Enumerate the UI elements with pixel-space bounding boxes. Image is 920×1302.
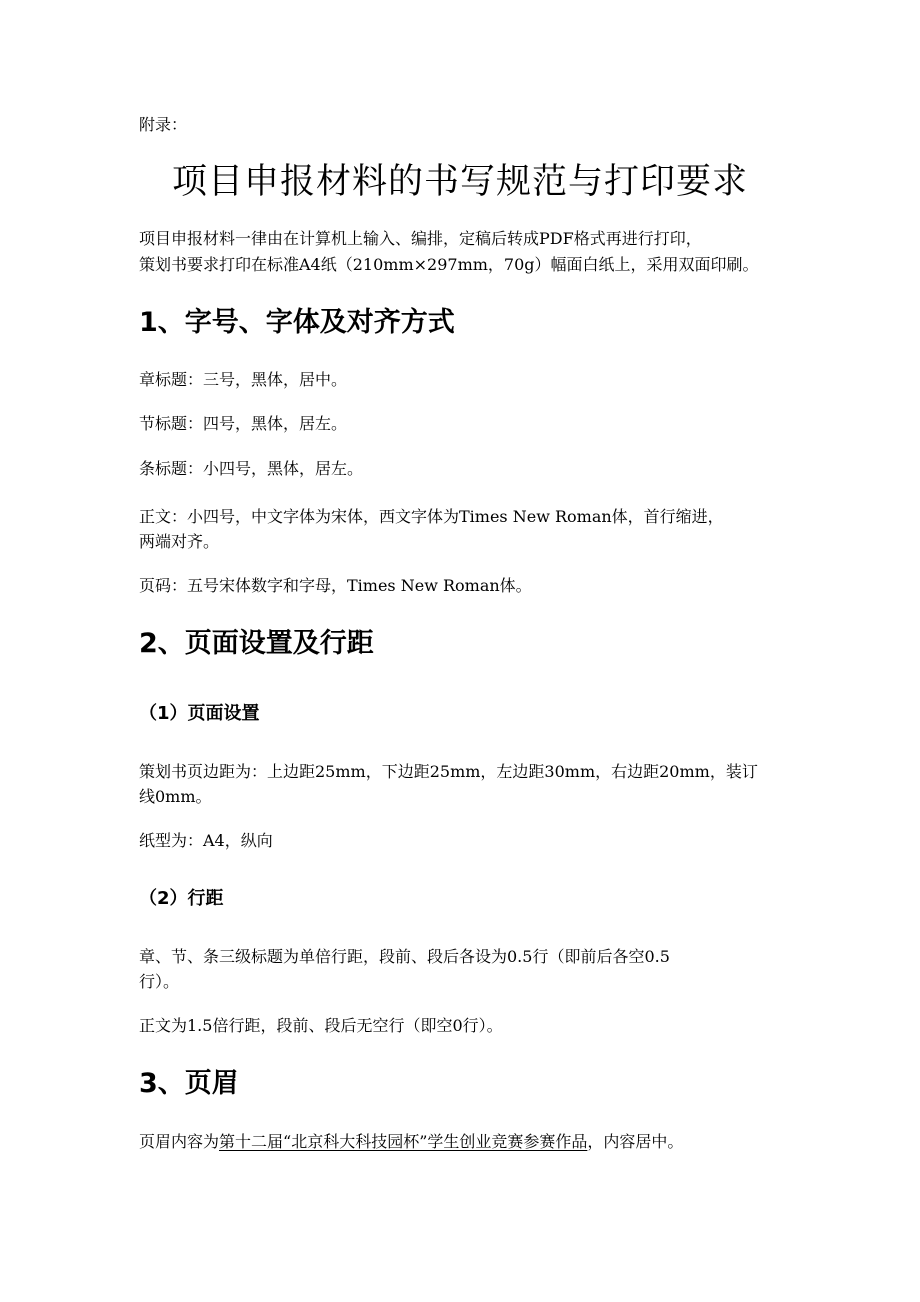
section-3-heading: 3、页眉 bbox=[139, 1068, 239, 1099]
chapter-title-rule: 章标题：三号，黑体，居中。 bbox=[139, 370, 348, 389]
title-spacing-rule-line-2: 行）。 bbox=[139, 972, 180, 991]
section-1-heading: 1、字号、字体及对齐方式 bbox=[139, 307, 455, 338]
intro-line-1: 项目申报材料一律由在计算机上输入、编排，定稿后转成PDF格式再进行打印， bbox=[139, 229, 702, 248]
item-title-rule: 条标题：小四号，黑体，居左。 bbox=[139, 459, 364, 478]
appendix-label: 附录： bbox=[139, 115, 188, 134]
header-rule-contest-name: 第十二届“北京科大科技园杯”学生创业竞赛参赛作品 bbox=[219, 1132, 588, 1151]
document-title: 项目申报材料的书写规范与打印要求 bbox=[171, 162, 748, 202]
margins-rule-line-2: 线0mm。 bbox=[139, 787, 212, 806]
body-spacing-rule: 正文为1.5倍行距，段前、段后无空行（即空0行）。 bbox=[139, 1016, 503, 1035]
body-text-rule-line-1: 正文：小四号，中文字体为宋体，西文字体为Times New Roman体，首行缩进， bbox=[139, 507, 724, 526]
intro-line-2: 策划书要求打印在标准A4纸（210mm×297mm，70g）幅面白纸上，采用双面印刷。 bbox=[139, 255, 759, 274]
header-rule-suffix: ，内容居中。 bbox=[587, 1132, 684, 1151]
section-2-heading: 2、页面设置及行距 bbox=[139, 628, 374, 659]
header-content-rule bbox=[139, 1129, 789, 1155]
margins-rule-line-1: 策划书页边距为：上边距25mm，下边距25mm，左边距30mm，右边距20mm，装订 bbox=[139, 762, 758, 781]
header-rule-prefix: 页眉内容为 bbox=[139, 1132, 220, 1151]
section-title-rule: 节标题：四号，黑体，居左。 bbox=[139, 414, 348, 433]
body-text-rule-line-2: 两端对齐。 bbox=[139, 532, 220, 551]
subsection-line-spacing-heading: （2）行距 bbox=[139, 888, 224, 909]
title-spacing-rule-line-1: 章、节、条三级标题为单倍行距，段前、段后各设为0.5行（即前后各空0.5 bbox=[139, 947, 670, 966]
paper-type-rule: 纸型为：A4，纵向 bbox=[139, 831, 273, 850]
page-number-rule: 页码：五号宋体数字和字母，Times New Roman体。 bbox=[139, 576, 532, 595]
subsection-page-setup-heading: （1）页面设置 bbox=[139, 703, 260, 724]
